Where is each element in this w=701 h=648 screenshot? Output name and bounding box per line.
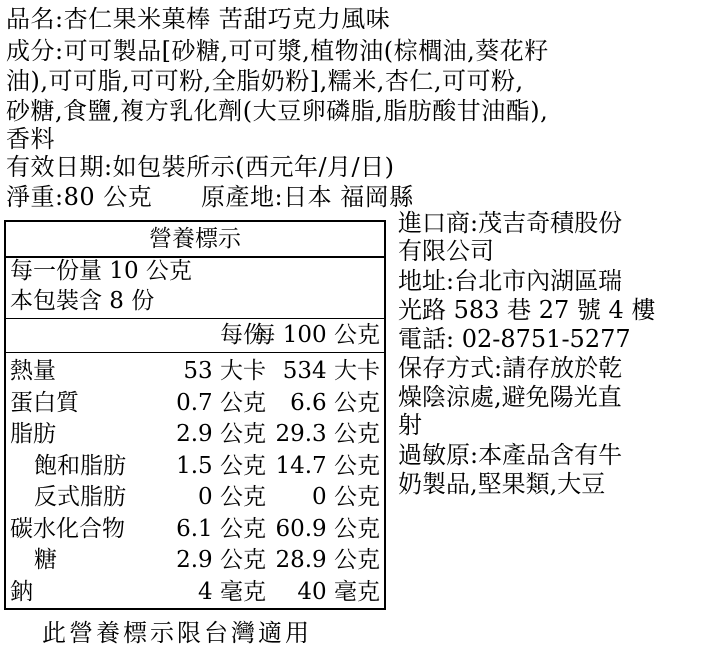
ingredients-line-4: 香料 — [6, 125, 55, 153]
nutrient-name: 糖 — [34, 547, 57, 573]
allergen-line: 奶製品,堅果類,大豆 — [398, 470, 606, 498]
nutrient-per-serving: 2.9 公克 — [176, 547, 266, 573]
ingredients-line-3: 砂糖,食鹽,複方乳化劑(大豆卵磷脂,脂肪酸甘油酯), — [6, 97, 549, 125]
address-line: 地址:台北市內湖區瑞 — [398, 267, 623, 295]
address-line: 光路 583 巷 27 號 4 樓 — [398, 296, 656, 324]
nutrient-per-serving: 6.1 公克 — [176, 515, 266, 542]
nutrient-per-100g: 534 大卡 — [282, 358, 380, 384]
nutrient-per-serving: 4 毫克 — [198, 578, 266, 605]
nutrient-name: 飽和脂肪 — [34, 452, 126, 479]
allergen-line: 過敏原:本產品含有牛 — [398, 441, 623, 469]
footer-note: 此營養標示限台灣適用 — [42, 619, 312, 647]
storage-line: 保存方式:請存放於乾 — [398, 354, 623, 382]
serving-info — [6, 256, 384, 319]
nutrient-per-100g: 14.7 公克 — [275, 452, 380, 479]
nutrient-name: 碳水化合物 — [10, 515, 125, 542]
nutrient-per-100g: 29.3 公克 — [275, 421, 380, 447]
nutrient-name: 熱量 — [10, 358, 56, 384]
servings-per-package: 本包裝含 8 份 — [10, 288, 155, 314]
nutrition-table — [4, 220, 386, 610]
nutrient-name: 反式脂肪 — [34, 484, 126, 510]
nutrient-per-serving: 1.5 公克 — [176, 452, 266, 479]
nutrient-per-serving: 0.7 公克 — [176, 389, 266, 416]
nutrient-per-100g: 60.9 公克 — [275, 515, 380, 542]
nutrient-per-100g: 40 毫克 — [297, 578, 380, 605]
nutrition-header — [6, 318, 384, 353]
nutrient-name: 蛋白質 — [10, 389, 79, 416]
nutrient-per-serving: 0 公克 — [198, 484, 266, 510]
nutrient-name: 脂肪 — [10, 421, 56, 447]
storage-line: 燥陰涼處,避免陽光直 — [398, 383, 622, 411]
ingredients-line-2: 油),可可脂,可可粉,全脂奶粉],糯米,杏仁,可可粉, — [6, 67, 524, 95]
nutrient-per-100g: 6.6 公克 — [290, 389, 380, 416]
nutrient-name: 鈉 — [10, 578, 33, 605]
nutrient-per-serving: 2.9 公克 — [176, 421, 266, 447]
phone-line: 電話: 02-8751-5277 — [398, 325, 631, 353]
expiry-date: 有效日期:如包裝所示(西元年/月/日) — [6, 153, 395, 181]
nutrition-row — [6, 575, 384, 612]
nutrient-per-100g: 0 公克 — [312, 484, 380, 510]
nutrition-title: 營養標示 — [6, 222, 384, 258]
ingredients-line-1: 成分:可可製品[砂糖,可可漿,植物油(棕櫚油,葵花籽 — [6, 37, 549, 65]
net-weight-origin: 淨重:80 公克 原產地:日本 福岡縣 — [6, 183, 414, 211]
product-name: 品名:杏仁果米菓棒 苦甜巧克力風味 — [6, 5, 391, 33]
serving-size: 每一份量 10 公克 — [10, 258, 192, 284]
importer-line: 有限公司 — [398, 237, 494, 265]
importer-line: 進口商:茂吉奇積股份 — [398, 209, 623, 237]
col-per-serving: 每份 — [220, 322, 266, 348]
nutrient-per-serving: 53 大卡 — [183, 358, 266, 384]
storage-line: 射 — [398, 411, 422, 439]
nutrient-per-100g: 28.9 公克 — [275, 547, 380, 573]
col-per-100g: 每 100 公克 — [252, 322, 380, 348]
